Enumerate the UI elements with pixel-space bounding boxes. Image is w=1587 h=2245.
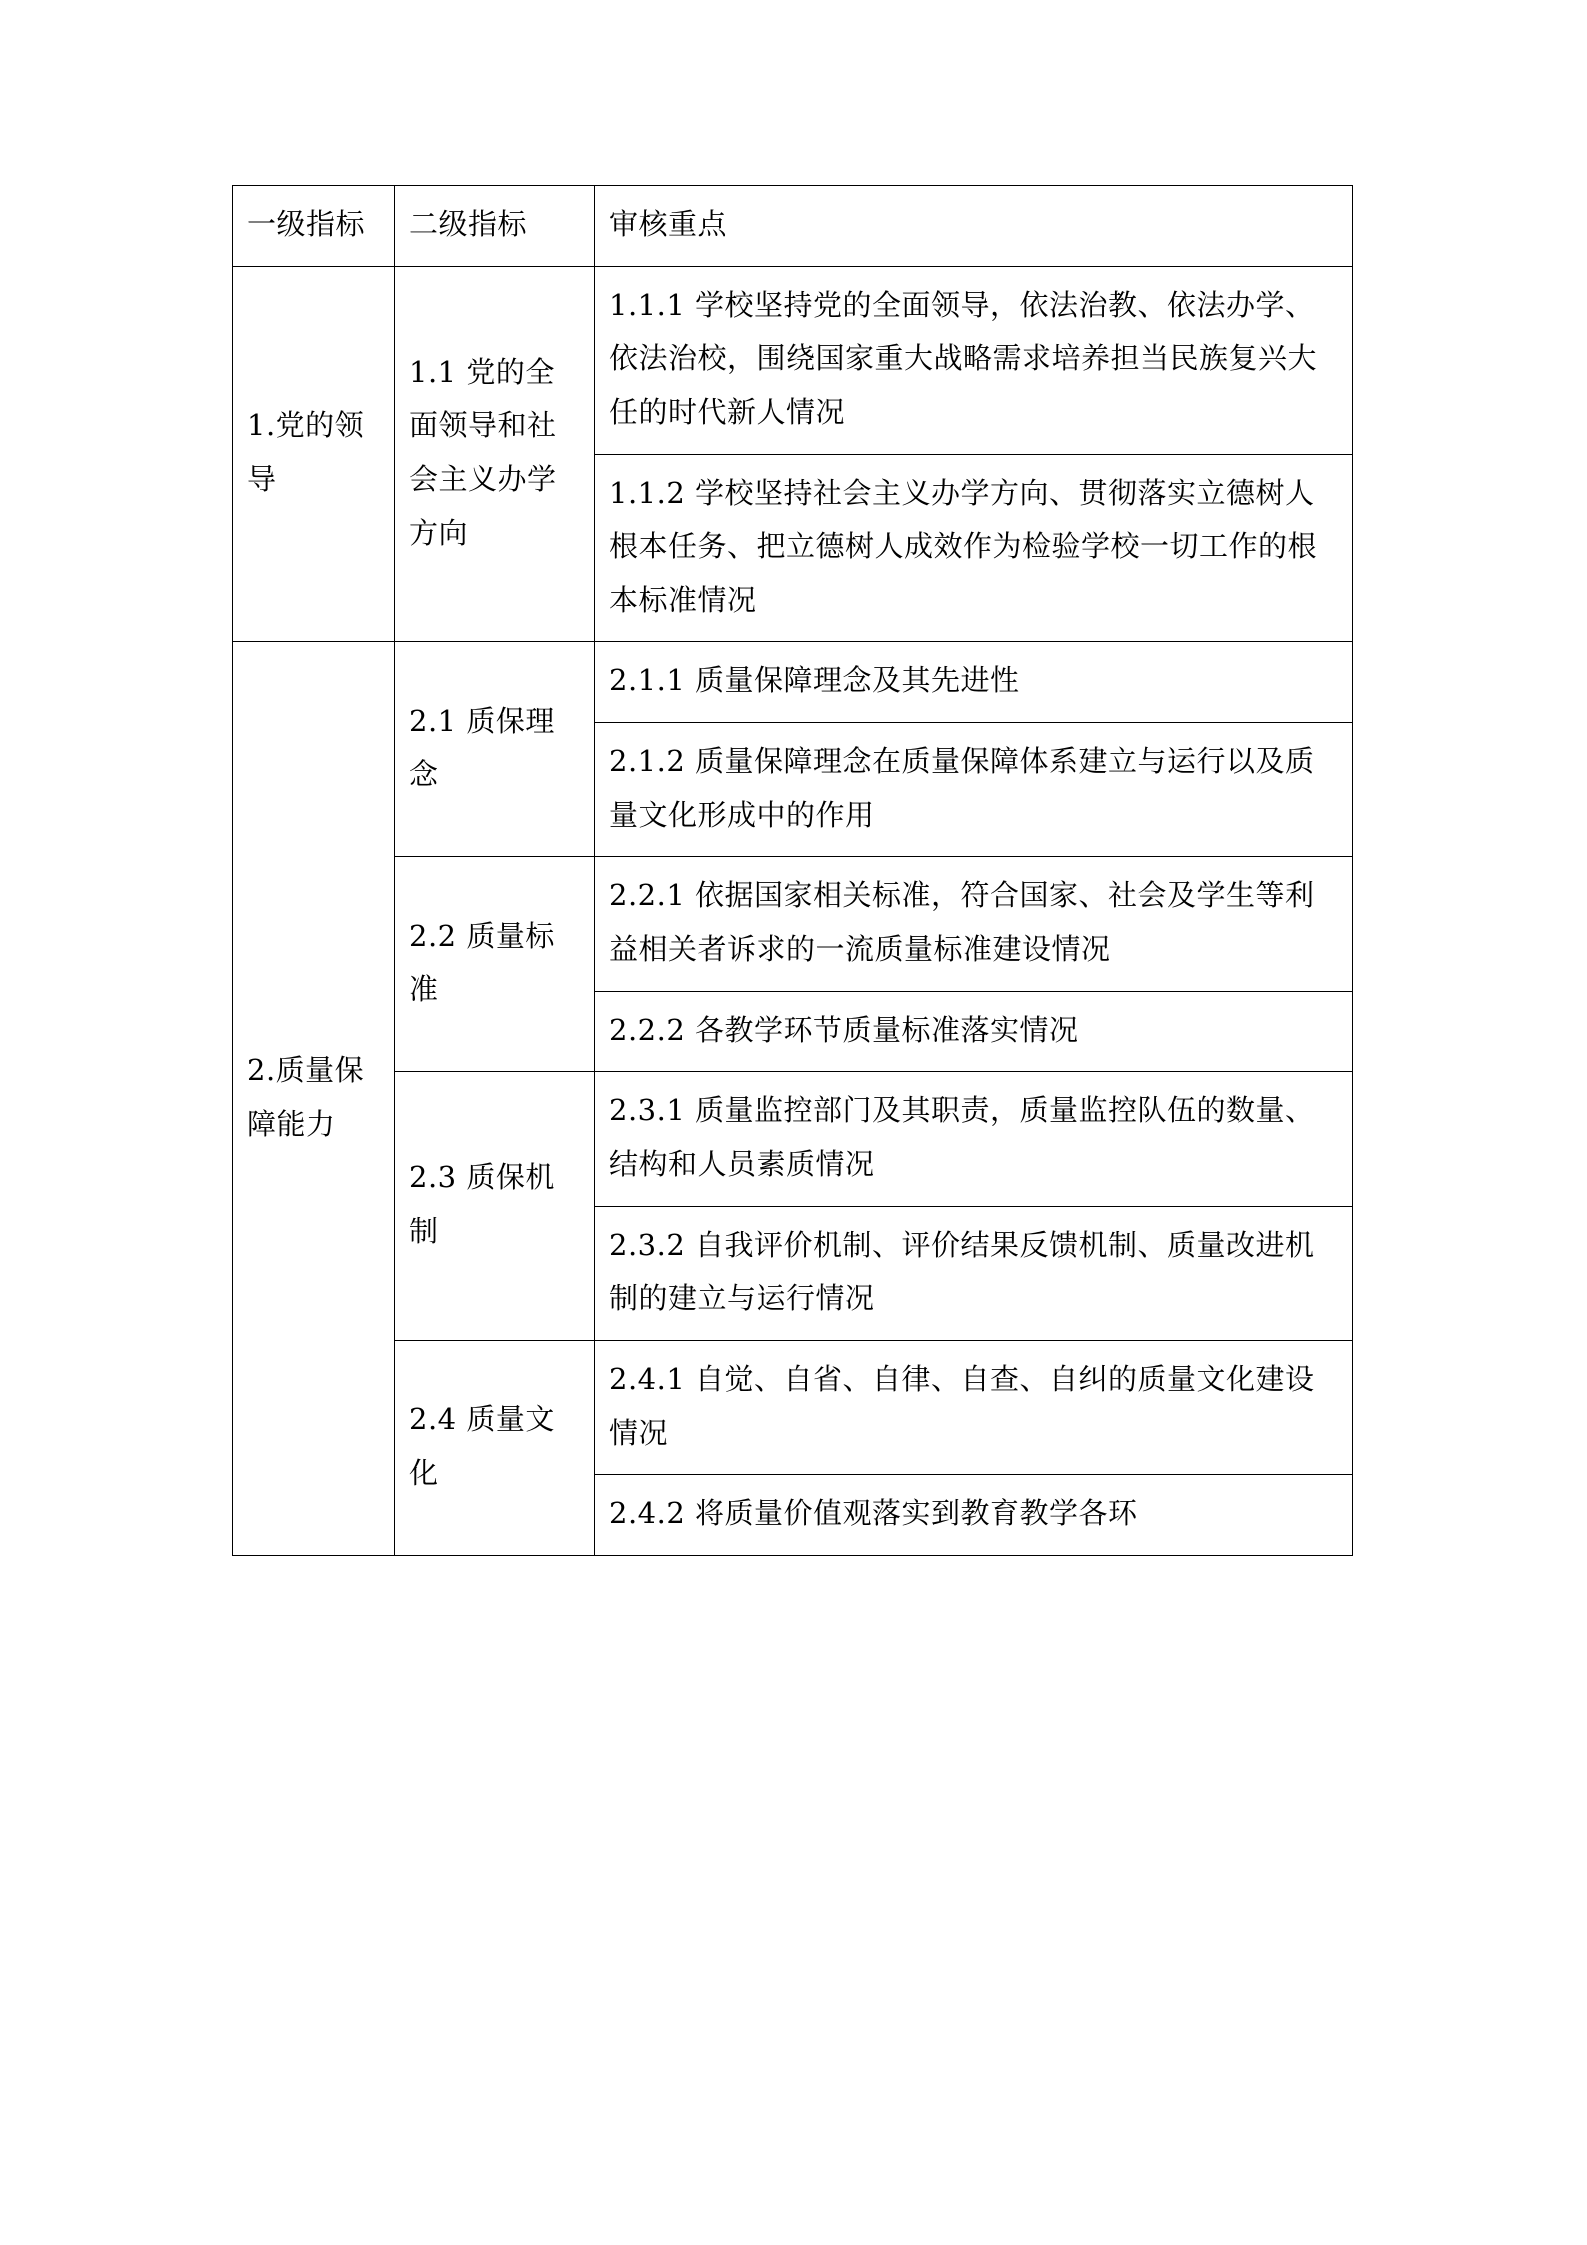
focus-item-1-1-1: 1.1.1 学校坚持党的全面领导，依法治教、依法办学、依法治校，围绕国家重大战略需求培养担当民族复兴大任的时代新人情况 xyxy=(595,266,1353,454)
focus-item-1-1-2: 1.1.2 学校坚持社会主义办学方向、贯彻落实立德树人根本任务、把立德树人成效作为检验学校一切工作的根本标准情况 xyxy=(595,454,1353,642)
level2-category-1-1: 1.1 党的全面领导和社会主义办学方向 xyxy=(395,266,595,642)
level2-category-2-1: 2.1 质保理念 xyxy=(395,642,595,857)
table-row xyxy=(233,1072,1353,1206)
table-header-row xyxy=(233,186,1353,267)
focus-item-2-4-2: 2.4.2 将质量价值观落实到教育教学各环 xyxy=(595,1475,1353,1556)
header-level2: 二级指标 xyxy=(395,186,595,267)
level1-category-2: 2.质量保障能力 xyxy=(233,642,395,1555)
header-focus: 审核重点 xyxy=(595,186,1353,267)
table-row xyxy=(233,1340,1353,1474)
focus-item-2-1-1: 2.1.1 质量保障理念及其先进性 xyxy=(595,642,1353,723)
indicator-table xyxy=(232,185,1353,1556)
focus-item-2-4-1: 2.4.1 自觉、自省、自律、自查、自纠的质量文化建设情况 xyxy=(595,1340,1353,1474)
level2-category-2-4: 2.4 质量文化 xyxy=(395,1340,595,1555)
focus-item-2-2-1: 2.2.1 依据国家相关标准，符合国家、社会及学生等利益相关者诉求的一流质量标准建设情况 xyxy=(595,857,1353,991)
table-row xyxy=(233,642,1353,723)
focus-item-2-2-2: 2.2.2 各教学环节质量标准落实情况 xyxy=(595,991,1353,1072)
header-level1: 一级指标 xyxy=(233,186,395,267)
indicator-table-wrapper xyxy=(232,185,1352,1556)
level1-category-1: 1.党的领导 xyxy=(233,266,395,642)
table-row xyxy=(233,857,1353,991)
level2-category-2-2: 2.2 质量标准 xyxy=(395,857,595,1072)
table-row xyxy=(233,266,1353,454)
focus-item-2-1-2: 2.1.2 质量保障理念在质量保障体系建立与运行以及质量文化形成中的作用 xyxy=(595,723,1353,857)
level2-category-2-3: 2.3 质保机制 xyxy=(395,1072,595,1341)
focus-item-2-3-1: 2.3.1 质量监控部门及其职责，质量监控队伍的数量、结构和人员素质情况 xyxy=(595,1072,1353,1206)
focus-item-2-3-2: 2.3.2 自我评价机制、评价结果反馈机制、质量改进机制的建立与运行情况 xyxy=(595,1206,1353,1340)
